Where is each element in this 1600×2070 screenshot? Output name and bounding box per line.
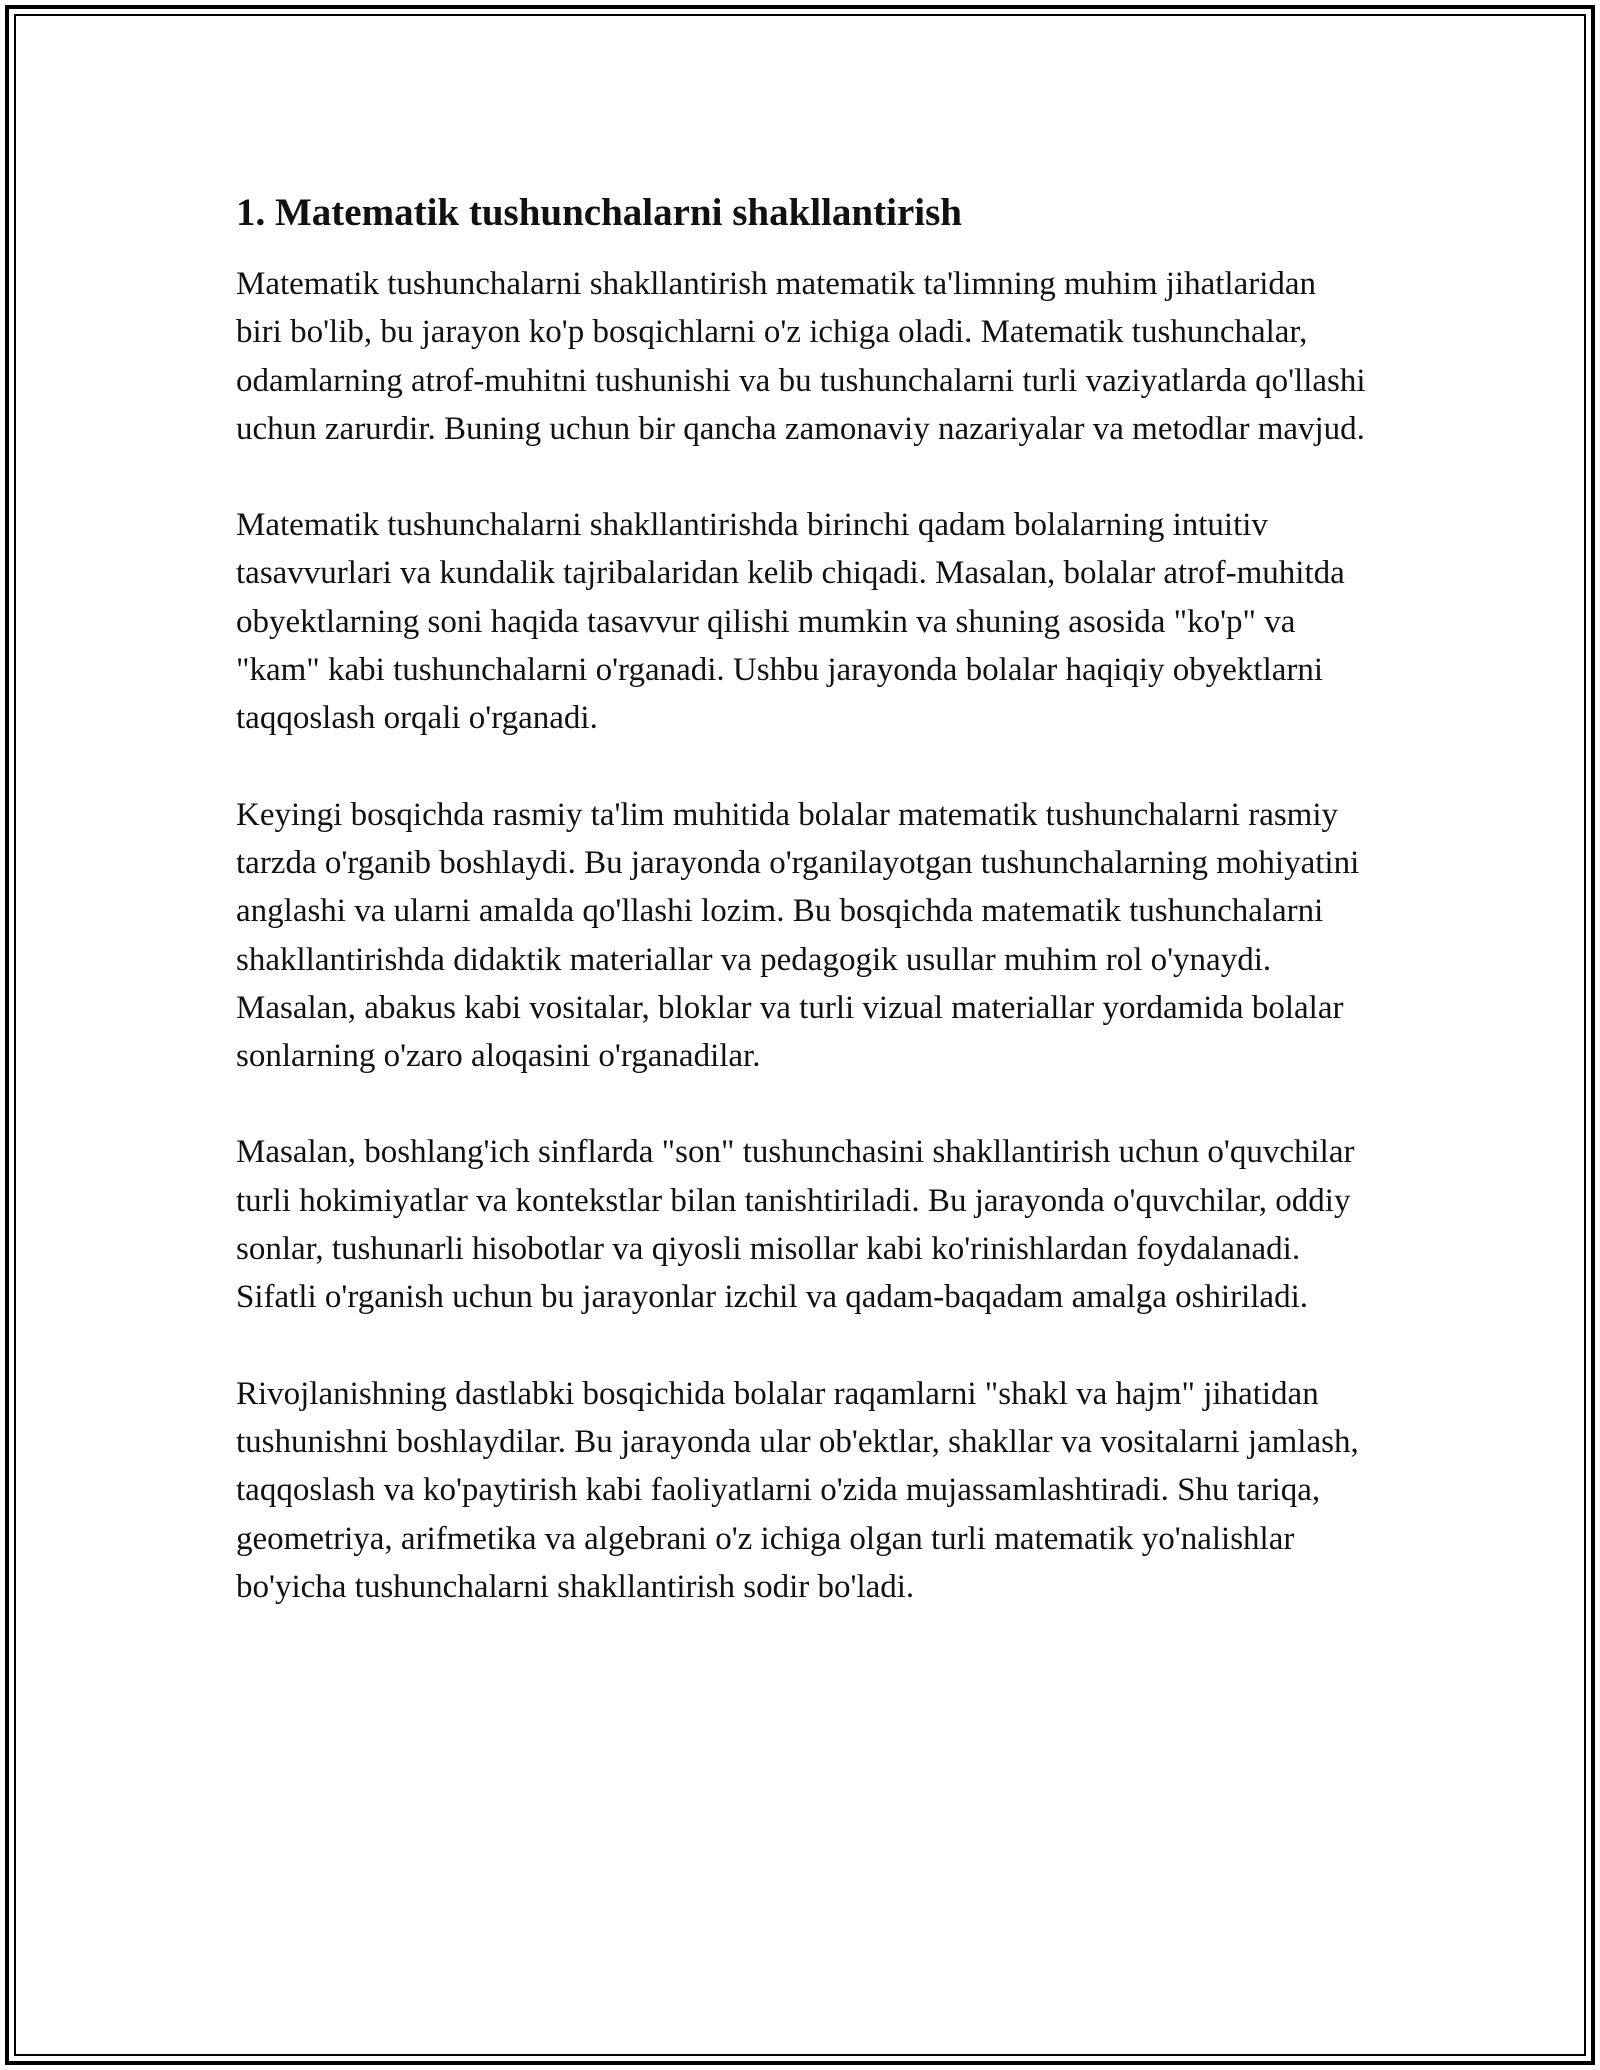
paragraph-3: Keyingi bosqichda rasmiy ta'lim muhitida bolalar matematik tushunchalarni rasmiy tarzda o'rganib boshlaydi. Bu jarayonda o'rganilayotgan tushunchalarning mohiyatini anglashi va ularni amalda qo'llashi lozim. Bu bosqichda matematik tushunchalarni shakllantirishda didaktik materiallar va pedagogik usullar muhim rol o'ynaydi. Masalan, abakus kabi vositalar, bloklar va turli vizual materiallar yordamida bolalar sonlarning o'zaro aloqasini o'rganadilar.: [236, 796, 1360, 1075]
document-body: [236, 186, 1366, 1659]
paragraph-2: Matematik tushunchalarni shakllantirishda birinchi qadam bolalarning intuitiv tasavvurlari va kundalik tajribalaridan kelib chiqadi. Masalan, bolalar atrof-muhitda obyektlarning soni haqida tasavvur qilishi mumkin va shuning asosida "ko'p" va "kam" kabi tushunchalarni o'rganadi. Ushbu jarayonda bolalar haqiqiy obyektlarni taqqoslash orqali o'rganadi.: [236, 507, 1345, 737]
paragraph-5: Rivojlanishning dastlabki bosqichida bolalar raqamlarni "shakl va hajm" jihatidan tushunishni boshlaydilar. Bu jarayonda ular ob'ektlar, shakllar va vositalarni jamlash, taqqoslash va ko'paytirish kabi faoliyatlarni o'zida mujassamlashtiradi. Shu tariqa, geometriya, arifmetika va algebrani o'z ichiga olgan turli matematik yo'nalishlar bo'yicha tushunchalarni shakllantirish sodir bo'ladi.: [236, 1375, 1359, 1605]
paragraph-1: Matematik tushunchalarni shakllantirish matematik ta'limning muhim jihatlaridan biri bo'lib, bu jarayon ko'p bosqichlarni o'z ichiga oladi. Matematik tushunchalar, odamlarning atrof-muhitni tushunishi va bu tushunchalarni turli vaziyatlarda qo'llashi uchun zarurdir. Buning uchun bir qancha zamonaviy nazariyalar va metodlar mavjud.: [236, 266, 1366, 447]
paragraph-4: Masalan, boshlang'ich sinflarda "son" tushunchasini shakllantirish uchun o'quvchilar turli hokimiyatlar va kontekstlar bilan tanishtiriladi. Bu jarayonda o'quvchilar, oddiy sonlar, tushunarli hisobotlar va qiyosli misollar kabi ko'rinishlardan foydalanadi. Sifatli o'rganish uchun bu jarayonlar izchil va qadam-baqadam amalga oshiriladi.: [236, 1134, 1355, 1316]
section-heading: 1. Matematik tushunchalarni shakllantirish: [236, 191, 962, 234]
